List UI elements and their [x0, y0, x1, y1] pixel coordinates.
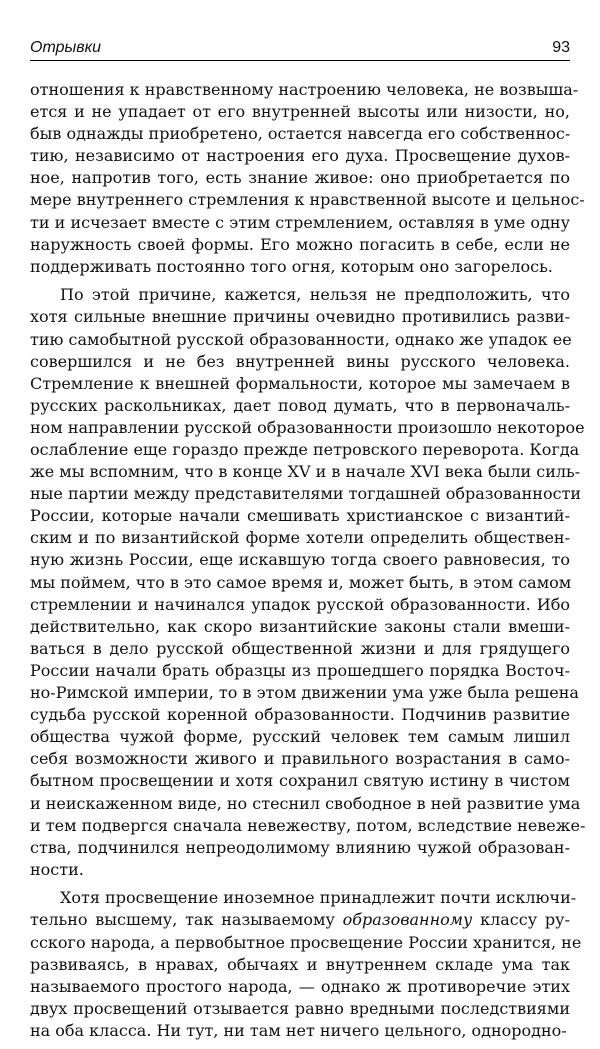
text-line: ским и по византийской форме хотели определить обществен- — [30, 528, 570, 548]
text-line: бытном просвещении и хотя сохранил святую истину в чистом — [30, 771, 570, 791]
text-line: ства, подчинился непреодолимому влиянию чужой образован- — [30, 837, 570, 857]
text-line: ную жизнь России, еще искавшую тогда своего равновесия, то — [30, 550, 570, 570]
text-line: мере внутреннего стремления к нравственной высоте и цельнос- — [30, 190, 585, 210]
text-line: ности. — [30, 859, 84, 879]
text-line: тию, независимо от настроения его духа. Просвещение духов- — [30, 146, 570, 166]
text-line: но-Римской империи, то в этом движении ума уже была решена — [30, 683, 579, 703]
emphasis: образованному — [342, 910, 473, 930]
text-line: поддерживать постоянно того огня, которым оно загорелось. — [30, 256, 553, 276]
text-line: России начали брать образцы из прошедшего порядка Восточ- — [30, 660, 570, 680]
text-line: и тем подвергся сначала невежеству, потом, вследствие невеже- — [30, 815, 586, 835]
text-line: По этой причине, кажется, нельзя не предположить, что — [60, 285, 570, 305]
text-line: совершился и не без внутренней вины русского человека. — [30, 351, 570, 371]
text-line: же мы вспомним, что в конце XV и в начале XVI века были силь- — [30, 462, 581, 482]
paragraph-1 — [30, 79, 585, 278]
running-head: Отрывки — [30, 39, 102, 56]
text-line: тию самобытной русской образованности, однако же упадок ее — [30, 329, 572, 349]
text-line: Стремление к внешней формальности, которое мы замечаем в — [30, 373, 570, 393]
text-line: развиваясь, в нравах, обычаях и внутреннем складе ума так — [30, 954, 570, 974]
text-line: наружность своей формы. Его можно погасить в себе, если не — [30, 234, 570, 254]
text-line: называемого простого народа, — однако ж противоречие этих — [30, 976, 570, 996]
text-line: русских раскольниках, дает повод думать, что в первоначаль- — [30, 395, 570, 415]
text-line: ное, напротив того, есть знание живое: оно приобретается по — [30, 168, 570, 188]
page-number: 93 — [552, 39, 570, 56]
text-line: Хотя просвещение иноземное принадлежит почти исключи- — [60, 888, 577, 908]
text-line: хотя сильные внешние причины очевидно противились разви- — [30, 307, 570, 327]
text-line: быв однажды приобретено, остается навсегда его собственнос- — [30, 124, 571, 144]
text-line: ные партии между представителями тогдашней образованности — [30, 484, 582, 504]
text-line: тельно высшему, так называемому образованному классу ру- — [30, 910, 570, 930]
page-header — [30, 38, 570, 61]
text-line: России, которые начали смешивать христианское с византий- — [30, 506, 570, 526]
text-line: на оба класса. Ни тут, ни там нет ничего цельного, однородно- — [30, 1020, 567, 1040]
text-line: ется и не упадает от его внутренней высоты или низости, но, — [30, 102, 570, 122]
text-line: ослабление еще гораздо прежде петровского переворота. Когда — [30, 440, 580, 459]
text-line: и неискаженном виде, но стеснил свободное в ней развитие ума — [30, 793, 581, 813]
text-line: ном направлении русской образованности произошло некоторое — [30, 417, 585, 437]
text-line: себя возможности живого и правильного возрастания в само- — [30, 749, 570, 769]
paragraph-3 — [30, 887, 582, 1042]
text-line: действительно, как скоро византийские законы стали вмеши- — [30, 616, 570, 636]
text-line: отношения к нравственному настроению человека, не возвыша- — [30, 80, 579, 99]
text-line: сского народа, а первобытное просвещение России хранится, не — [30, 932, 582, 952]
text-line: судьба русской коренной образованности. Подчинив развитие — [30, 705, 570, 725]
text-line: ваться в дело русской общественной жизни и для грядущего — [30, 638, 570, 658]
paragraph-2 — [30, 284, 586, 881]
text-line: общества чужой форме, русский человек тем самым лишил — [30, 727, 570, 747]
text-line: стремлении и начинался упадок русской образованности. Ибо — [30, 594, 570, 614]
text-line: двух просвещений отзывается равно вредными последствиями — [30, 998, 570, 1018]
text-line: ти и исчезает вместе с этим стремлением, оставляя в уме одну — [30, 212, 570, 232]
text-line: мы поймем, что в это самое время и, может быть, в этом самом — [30, 572, 572, 592]
page-body — [30, 79, 586, 1049]
